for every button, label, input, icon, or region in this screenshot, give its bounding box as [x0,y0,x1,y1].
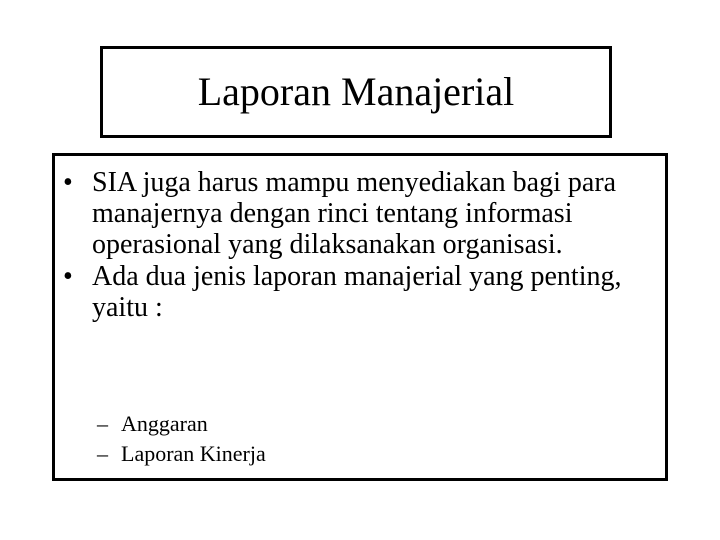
bullet-marker: • [63,167,73,198]
sub-bullet-text: Laporan Kinerja [121,441,266,466]
sub-bullet-item [55,409,655,439]
bullet-item [55,167,655,260]
title-frame [100,46,612,138]
sub-bullet-text: Anggaran [121,411,208,436]
sub-bullet-item [55,439,655,469]
slide-title: Laporan Manajerial [197,69,515,114]
sub-bullet-marker: – [97,441,108,466]
content-frame [52,153,668,481]
bullet-text: Ada dua jenis laporan manajerial yang penting, yaitu : [92,261,622,323]
bullet-marker: • [63,261,73,292]
sub-bullet-list [55,409,655,469]
bullet-item [55,261,655,323]
bullet-list [55,167,655,324]
bullet-text: SIA juga harus mampu menyediakan bagi para manajernya dengan rinci tentang informasi operasional yang dilaksanakan organisasi. [92,167,617,260]
sub-bullet-marker: – [97,411,108,436]
